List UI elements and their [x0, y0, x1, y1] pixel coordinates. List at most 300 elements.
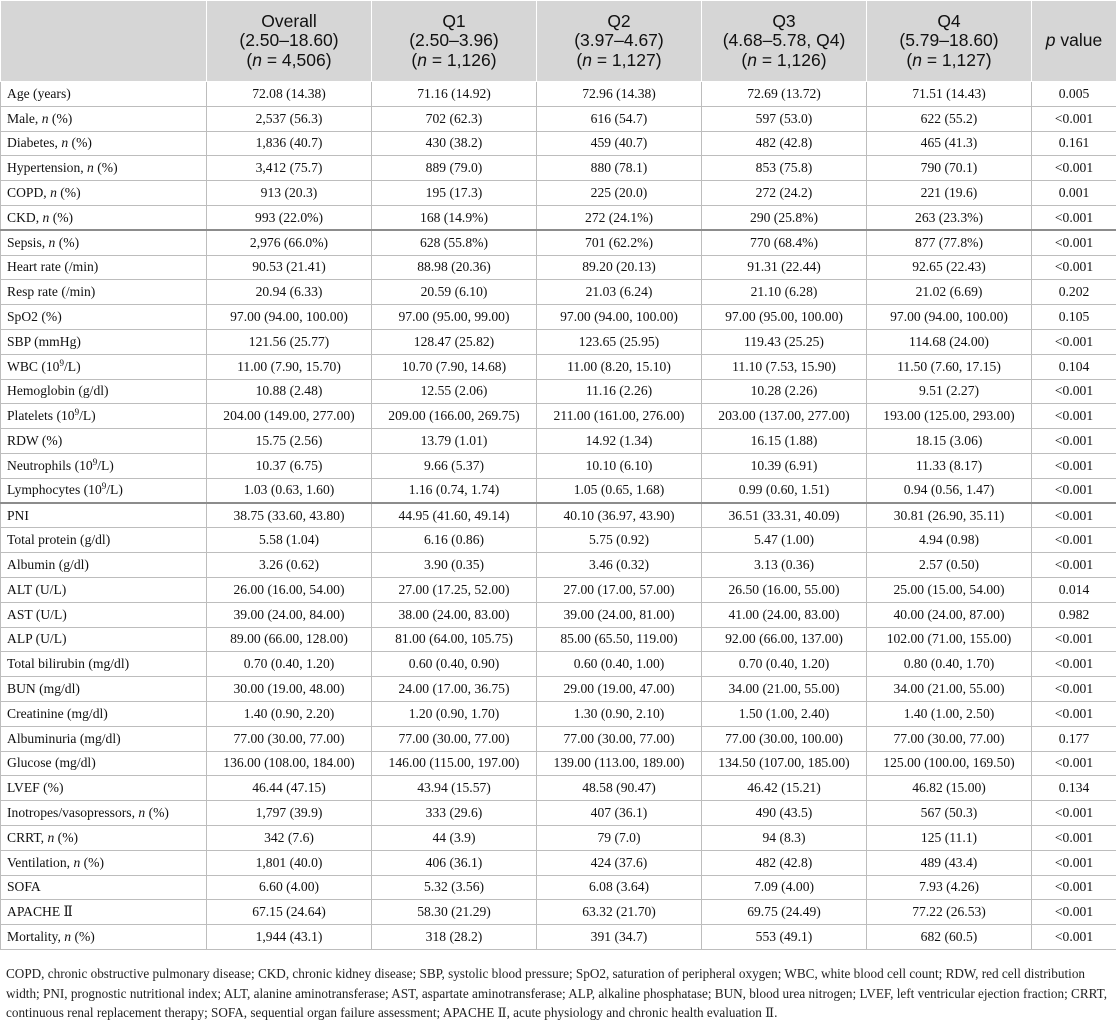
cell-q4: 2.57 (0.50)	[867, 553, 1032, 578]
header-n: (n = 1,127)	[576, 49, 662, 70]
cell-q1: 333 (29.6)	[372, 801, 537, 826]
cell-q4: 77.00 (30.00, 77.00)	[867, 726, 1032, 751]
cell-q2: 79 (7.0)	[537, 825, 702, 850]
cell-q2: 211.00 (161.00, 276.00)	[537, 404, 702, 429]
cell-q4: 263 (23.3%)	[867, 205, 1032, 230]
cell-q4: 622 (55.2)	[867, 106, 1032, 131]
cell-q3: 46.42 (15.21)	[702, 776, 867, 801]
cell-q3: 97.00 (95.00, 100.00)	[702, 305, 867, 330]
cell-q4: 30.81 (26.90, 35.11)	[867, 503, 1032, 528]
cell-q4: 877 (77.8%)	[867, 230, 1032, 255]
table-row	[1, 82, 1116, 107]
cell-q1: 38.00 (24.00, 83.00)	[372, 602, 537, 627]
cell-q2: 11.16 (2.26)	[537, 379, 702, 404]
header-n: (n = 1,127)	[906, 49, 992, 70]
table-row	[1, 677, 1116, 702]
table-row	[1, 181, 1116, 206]
cell-q2: 701 (62.2%)	[537, 230, 702, 255]
cell-overall: 38.75 (33.60, 43.80)	[207, 503, 372, 528]
cell-q1: 81.00 (64.00, 105.75)	[372, 627, 537, 652]
cell-q4: 465 (41.3)	[867, 131, 1032, 156]
table-row	[1, 156, 1116, 181]
cell-q2: 5.75 (0.92)	[537, 528, 702, 553]
cell-q3: 482 (42.8)	[702, 850, 867, 875]
cell-q3: 597 (53.0)	[702, 106, 867, 131]
cell-q1: 889 (79.0)	[372, 156, 537, 181]
cell-q4: 4.94 (0.98)	[867, 528, 1032, 553]
cell-q4: 9.51 (2.27)	[867, 379, 1032, 404]
row-label: SOFA	[1, 875, 207, 900]
cell-overall: 1.03 (0.63, 1.60)	[207, 478, 372, 503]
row-label: SpO2 (%)	[1, 305, 207, 330]
cell-q3: 10.39 (6.91)	[702, 453, 867, 478]
row-label: Inotropes/vasopressors, n (%)	[1, 801, 207, 826]
row-label: Glucose (mg/dl)	[1, 751, 207, 776]
cell-q4: 11.33 (8.17)	[867, 453, 1032, 478]
table-row	[1, 478, 1116, 503]
cell-q1: 9.66 (5.37)	[372, 453, 537, 478]
cell-overall: 15.75 (2.56)	[207, 429, 372, 454]
row-label: Creatinine (mg/dl)	[1, 701, 207, 726]
cell-q2: 11.00 (8.20, 15.10)	[537, 354, 702, 379]
row-label: Ventilation, n (%)	[1, 850, 207, 875]
row-label: COPD, n (%)	[1, 181, 207, 206]
cell-p-value: 0.161	[1032, 131, 1116, 156]
header-range: (4.68–5.78, Q4)	[722, 30, 846, 51]
row-label: Sepsis, n (%)	[1, 230, 207, 255]
cell-q3: 21.10 (6.28)	[702, 280, 867, 305]
table-row	[1, 255, 1116, 280]
row-label: BUN (mg/dl)	[1, 677, 207, 702]
cell-q3: 0.99 (0.60, 1.51)	[702, 478, 867, 503]
cell-q1: 24.00 (17.00, 36.75)	[372, 677, 537, 702]
cell-overall: 46.44 (47.15)	[207, 776, 372, 801]
cell-q1: 12.55 (2.06)	[372, 379, 537, 404]
cell-overall: 77.00 (30.00, 77.00)	[207, 726, 372, 751]
row-label: Neutrophils $(10^9/L)$	[1, 453, 207, 478]
cell-p-value: <0.001	[1032, 478, 1116, 503]
cell-overall: 6.60 (4.00)	[207, 875, 372, 900]
cell-q1: 702 (62.3)	[372, 106, 537, 131]
cell-overall: 67.15 (24.64)	[207, 900, 372, 925]
cell-overall: 1,836 (40.7)	[207, 131, 372, 156]
cell-q4: 77.22 (26.53)	[867, 900, 1032, 925]
cell-q3: 91.31 (22.44)	[702, 255, 867, 280]
cell-p-value: <0.001	[1032, 677, 1116, 702]
cell-q2: 85.00 (65.50, 119.00)	[537, 627, 702, 652]
cell-p-value: <0.001	[1032, 453, 1116, 478]
cell-p-value: <0.001	[1032, 701, 1116, 726]
table-row	[1, 875, 1116, 900]
cell-q4: 125.00 (100.00, 169.50)	[867, 751, 1032, 776]
table-row	[1, 825, 1116, 850]
table-row	[1, 652, 1116, 677]
cell-q1: 168 (14.9%)	[372, 205, 537, 230]
cell-q3: 7.09 (4.00)	[702, 875, 867, 900]
row-label: Albuminuria (mg/dl)	[1, 726, 207, 751]
table-row	[1, 404, 1116, 429]
cell-q1: 195 (17.3)	[372, 181, 537, 206]
cell-p-value: <0.001	[1032, 850, 1116, 875]
cell-q3: 134.50 (107.00, 185.00)	[702, 751, 867, 776]
cell-p-value: <0.001	[1032, 205, 1116, 230]
cell-q4: 125 (11.1)	[867, 825, 1032, 850]
cell-q3: 3.13 (0.36)	[702, 553, 867, 578]
header-cell-q3	[702, 1, 867, 82]
cell-q2: 407 (36.1)	[537, 801, 702, 826]
cell-q1: 6.16 (0.86)	[372, 528, 537, 553]
cell-p-value: <0.001	[1032, 925, 1116, 950]
cell-overall: 0.70 (0.40, 1.20)	[207, 652, 372, 677]
cell-p-value: 0.104	[1032, 354, 1116, 379]
header-cell-overall	[207, 1, 372, 82]
cell-q4: 71.51 (14.43)	[867, 82, 1032, 107]
cell-overall: 1.40 (0.90, 2.20)	[207, 701, 372, 726]
row-label: Male, n (%)	[1, 106, 207, 131]
row-label: LVEF (%)	[1, 776, 207, 801]
cell-q3: 553 (49.1)	[702, 925, 867, 950]
cell-q2: 459 (40.7)	[537, 131, 702, 156]
cell-q3: 69.75 (24.49)	[702, 900, 867, 925]
cell-q2: 72.96 (14.38)	[537, 82, 702, 107]
cell-q1: 430 (38.2)	[372, 131, 537, 156]
table-row	[1, 553, 1116, 578]
cell-q2: 139.00 (113.00, 189.00)	[537, 751, 702, 776]
cell-q2: 0.60 (0.40, 1.00)	[537, 652, 702, 677]
cell-q2: 10.10 (6.10)	[537, 453, 702, 478]
table-row	[1, 230, 1116, 255]
cell-q2: 48.58 (90.47)	[537, 776, 702, 801]
header-range: (2.50–18.60)	[239, 30, 339, 51]
table-row	[1, 329, 1116, 354]
cell-q1: 146.00 (115.00, 197.00)	[372, 751, 537, 776]
cell-q2: 40.10 (36.97, 43.90)	[537, 503, 702, 528]
row-label: CKD, n (%)	[1, 205, 207, 230]
cell-p-value: <0.001	[1032, 553, 1116, 578]
cell-q3: 92.00 (66.00, 137.00)	[702, 627, 867, 652]
cell-q1: 71.16 (14.92)	[372, 82, 537, 107]
cell-q1: 58.30 (21.29)	[372, 900, 537, 925]
cell-p-value: <0.001	[1032, 230, 1116, 255]
cell-p-value: 0.005	[1032, 82, 1116, 107]
cell-q3: 77.00 (30.00, 100.00)	[702, 726, 867, 751]
cell-q4: 0.94 (0.56, 1.47)	[867, 478, 1032, 503]
row-label: ALT (U/L)	[1, 577, 207, 602]
row-label: Platelets $(10^9/L)$	[1, 404, 207, 429]
cell-overall: 121.56 (25.77)	[207, 329, 372, 354]
cell-overall: 5.58 (1.04)	[207, 528, 372, 553]
row-label: AST (U/L)	[1, 602, 207, 627]
cell-q2: 21.03 (6.24)	[537, 280, 702, 305]
cell-overall: 11.00 (7.90, 15.70)	[207, 354, 372, 379]
table-row	[1, 900, 1116, 925]
cell-p-value: 0.177	[1032, 726, 1116, 751]
cell-q1: 44 (3.9)	[372, 825, 537, 850]
row-label: Hemoglobin (g/dl)	[1, 379, 207, 404]
header-title: Overall	[261, 10, 317, 31]
cell-p-value: <0.001	[1032, 255, 1116, 280]
header-row	[1, 1, 1116, 82]
cell-overall: 1,801 (40.0)	[207, 850, 372, 875]
cell-overall: 39.00 (24.00, 84.00)	[207, 602, 372, 627]
cell-overall: 10.37 (6.75)	[207, 453, 372, 478]
cell-p-value: <0.001	[1032, 106, 1116, 131]
table-row	[1, 602, 1116, 627]
cell-q3: 72.69 (13.72)	[702, 82, 867, 107]
table-row	[1, 850, 1116, 875]
table-row	[1, 205, 1116, 230]
table-row	[1, 528, 1116, 553]
cell-p-value: 0.105	[1032, 305, 1116, 330]
header-title: Q2	[607, 10, 631, 31]
cell-q3: 482 (42.8)	[702, 131, 867, 156]
row-label: WBC $(10^9/L)$	[1, 354, 207, 379]
cell-q2: 89.20 (20.13)	[537, 255, 702, 280]
cell-q4: 0.80 (0.40, 1.70)	[867, 652, 1032, 677]
row-label: Age (years)	[1, 82, 207, 107]
cell-p-value: <0.001	[1032, 875, 1116, 900]
cell-overall: 342 (7.6)	[207, 825, 372, 850]
header-cell-p-value	[1032, 1, 1116, 82]
cell-q3: 272 (24.2)	[702, 181, 867, 206]
cell-overall: 3.26 (0.62)	[207, 553, 372, 578]
row-label: Heart rate (/min)	[1, 255, 207, 280]
cell-q4: 11.50 (7.60, 17.15)	[867, 354, 1032, 379]
cell-q1: 0.60 (0.40, 0.90)	[372, 652, 537, 677]
cell-q4: 7.93 (4.26)	[867, 875, 1032, 900]
cell-overall: 204.00 (149.00, 277.00)	[207, 404, 372, 429]
header-n: (n = 1,126)	[741, 49, 827, 70]
cell-q4: 221 (19.6)	[867, 181, 1032, 206]
cell-q4: 489 (43.4)	[867, 850, 1032, 875]
cell-q2: 391 (34.7)	[537, 925, 702, 950]
table-row	[1, 280, 1116, 305]
row-label: Total protein (g/dl)	[1, 528, 207, 553]
cell-q3: 203.00 (137.00, 277.00)	[702, 404, 867, 429]
cell-q4: 21.02 (6.69)	[867, 280, 1032, 305]
cell-q2: 39.00 (24.00, 81.00)	[537, 602, 702, 627]
cell-q1: 20.59 (6.10)	[372, 280, 537, 305]
cell-q1: 88.98 (20.36)	[372, 255, 537, 280]
cell-p-value: <0.001	[1032, 429, 1116, 454]
cell-q4: 40.00 (24.00, 87.00)	[867, 602, 1032, 627]
cell-q3: 5.47 (1.00)	[702, 528, 867, 553]
header-cell-q4	[867, 1, 1032, 82]
header-n: (n = 4,506)	[246, 49, 332, 70]
header-range: (5.79–18.60)	[899, 30, 999, 51]
row-label: SBP (mmHg)	[1, 329, 207, 354]
row-label: RDW (%)	[1, 429, 207, 454]
cell-overall: 2,976 (66.0%)	[207, 230, 372, 255]
table-row	[1, 453, 1116, 478]
cell-p-value: <0.001	[1032, 379, 1116, 404]
cell-overall: 993 (22.0%)	[207, 205, 372, 230]
cell-q3: 26.50 (16.00, 55.00)	[702, 577, 867, 602]
cell-q2: 77.00 (30.00, 77.00)	[537, 726, 702, 751]
cell-q4: 790 (70.1)	[867, 156, 1032, 181]
row-label: Mortality, n (%)	[1, 925, 207, 950]
row-label: CRRT, n (%)	[1, 825, 207, 850]
header-title: Q4	[937, 10, 961, 31]
cell-overall: 97.00 (94.00, 100.00)	[207, 305, 372, 330]
cell-overall: 26.00 (16.00, 54.00)	[207, 577, 372, 602]
table-row	[1, 701, 1116, 726]
cell-q3: 853 (75.8)	[702, 156, 867, 181]
header-range: (3.97–4.67)	[574, 30, 664, 51]
cell-q2: 1.05 (0.65, 1.68)	[537, 478, 702, 503]
cell-q1: 44.95 (41.60, 49.14)	[372, 503, 537, 528]
cell-q2: 424 (37.6)	[537, 850, 702, 875]
cell-overall: 20.94 (6.33)	[207, 280, 372, 305]
cell-overall: 2,537 (56.3)	[207, 106, 372, 131]
cell-q4: 193.00 (125.00, 293.00)	[867, 404, 1032, 429]
table-row	[1, 379, 1116, 404]
cell-p-value: <0.001	[1032, 329, 1116, 354]
cell-q3: 119.43 (25.25)	[702, 329, 867, 354]
header-title: Q3	[772, 10, 796, 31]
cell-q2: 6.08 (3.64)	[537, 875, 702, 900]
table-row	[1, 131, 1116, 156]
cell-overall: 1,944 (43.1)	[207, 925, 372, 950]
cell-q4: 92.65 (22.43)	[867, 255, 1032, 280]
cell-p-value: <0.001	[1032, 156, 1116, 181]
cell-q1: 10.70 (7.90, 14.68)	[372, 354, 537, 379]
cell-q3: 41.00 (24.00, 83.00)	[702, 602, 867, 627]
cell-overall: 90.53 (21.41)	[207, 255, 372, 280]
cell-q3: 0.70 (0.40, 1.20)	[702, 652, 867, 677]
header-title: Q1	[442, 10, 466, 31]
cell-q4: 34.00 (21.00, 55.00)	[867, 677, 1032, 702]
cell-q4: 25.00 (15.00, 54.00)	[867, 577, 1032, 602]
cell-p-value: 0.134	[1032, 776, 1116, 801]
table-row	[1, 751, 1116, 776]
cell-q2: 123.65 (25.95)	[537, 329, 702, 354]
cell-p-value: 0.202	[1032, 280, 1116, 305]
cell-overall: 1,797 (39.9)	[207, 801, 372, 826]
header-range: (2.50–3.96)	[409, 30, 499, 51]
cell-q1: 27.00 (17.25, 52.00)	[372, 577, 537, 602]
cell-q4: 102.00 (71.00, 155.00)	[867, 627, 1032, 652]
cell-p-value: 0.001	[1032, 181, 1116, 206]
row-label: Hypertension, n (%)	[1, 156, 207, 181]
header-cell-variable	[1, 1, 207, 82]
cell-overall: 30.00 (19.00, 48.00)	[207, 677, 372, 702]
table-row	[1, 776, 1116, 801]
table-row	[1, 503, 1116, 528]
cell-q1: 5.32 (3.56)	[372, 875, 537, 900]
cell-q3: 290 (25.8%)	[702, 205, 867, 230]
table-row	[1, 577, 1116, 602]
row-label: ALP (U/L)	[1, 627, 207, 652]
cell-q3: 490 (43.5)	[702, 801, 867, 826]
row-label: Resp rate (/min)	[1, 280, 207, 305]
cell-q1: 128.47 (25.82)	[372, 329, 537, 354]
table-row	[1, 627, 1116, 652]
cell-q4: 682 (60.5)	[867, 925, 1032, 950]
cell-overall: 136.00 (108.00, 184.00)	[207, 751, 372, 776]
cell-p-value: <0.001	[1032, 404, 1116, 429]
cell-q2: 27.00 (17.00, 57.00)	[537, 577, 702, 602]
cell-q4: 114.68 (24.00)	[867, 329, 1032, 354]
cell-q1: 1.16 (0.74, 1.74)	[372, 478, 537, 503]
cell-q2: 880 (78.1)	[537, 156, 702, 181]
table-row	[1, 106, 1116, 131]
cell-q3: 16.15 (1.88)	[702, 429, 867, 454]
cell-q1: 1.20 (0.90, 1.70)	[372, 701, 537, 726]
row-label: Lymphocytes $(10^9/L)$	[1, 478, 207, 503]
row-label: Total bilirubin (mg/dl)	[1, 652, 207, 677]
cell-q1: 628 (55.8%)	[372, 230, 537, 255]
cell-q4: 46.82 (15.00)	[867, 776, 1032, 801]
cell-q1: 3.90 (0.35)	[372, 553, 537, 578]
row-label: APACHE Ⅱ	[1, 900, 207, 925]
cell-q4: 97.00 (94.00, 100.00)	[867, 305, 1032, 330]
cell-q3: 34.00 (21.00, 55.00)	[702, 677, 867, 702]
cell-q3: 36.51 (33.31, 40.09)	[702, 503, 867, 528]
cell-q2: 225 (20.0)	[537, 181, 702, 206]
cell-q2: 63.32 (21.70)	[537, 900, 702, 925]
cell-p-value: 0.014	[1032, 577, 1116, 602]
table-body	[1, 82, 1116, 950]
cell-q1: 13.79 (1.01)	[372, 429, 537, 454]
table-row	[1, 354, 1116, 379]
table-footnote: COPD, chronic obstructive pulmonary disease; CKD, chronic kidney disease; SBP, systolic blood pressure; SpO2, saturation of peripheral oxygen; WBC, white blood cell count; RDW, red cell distribution width; PNI, prognostic nutritional index; ALT, alanine aminotransferase; AST, aspartate aminotransferase; ALP, alkaline phosphatase; BUN, blood urea nitrogen; LVEF, left ventricular ejection fraction; CRRT, continuous renal replacement therapy; SOFA, sequential organ failure assessment; APACHE Ⅱ, acute physiology and chronic health evaluation Ⅱ.	[6, 966, 1107, 1020]
row-label: Diabetes, n (%)	[1, 131, 207, 156]
cell-overall: 89.00 (66.00, 128.00)	[207, 627, 372, 652]
header-cell-q1	[372, 1, 537, 82]
cell-q2: 616 (54.7)	[537, 106, 702, 131]
cell-overall: 72.08 (14.38)	[207, 82, 372, 107]
cell-overall: 3,412 (75.7)	[207, 156, 372, 181]
table-row	[1, 925, 1116, 950]
cell-overall: 10.88 (2.48)	[207, 379, 372, 404]
cell-q3: 770 (68.4%)	[702, 230, 867, 255]
table-row	[1, 429, 1116, 454]
cell-p-value: <0.001	[1032, 825, 1116, 850]
cell-p-value: <0.001	[1032, 900, 1116, 925]
cell-q1: 406 (36.1)	[372, 850, 537, 875]
cell-q1: 97.00 (95.00, 99.00)	[372, 305, 537, 330]
header-title: p value	[1045, 30, 1103, 51]
cell-p-value: <0.001	[1032, 801, 1116, 826]
cell-q3: 10.28 (2.26)	[702, 379, 867, 404]
cell-q4: 567 (50.3)	[867, 801, 1032, 826]
header-n: (n = 1,126)	[411, 49, 497, 70]
cell-p-value: <0.001	[1032, 652, 1116, 677]
row-label: Albumin (g/dl)	[1, 553, 207, 578]
cell-q1: 77.00 (30.00, 77.00)	[372, 726, 537, 751]
cell-q3: 94 (8.3)	[702, 825, 867, 850]
cell-q2: 272 (24.1%)	[537, 205, 702, 230]
cell-p-value: <0.001	[1032, 503, 1116, 528]
cell-q2: 3.46 (0.32)	[537, 553, 702, 578]
cell-q2: 1.30 (0.90, 2.10)	[537, 701, 702, 726]
header-cell-q2	[537, 1, 702, 82]
cell-q1: 318 (28.2)	[372, 925, 537, 950]
cell-q1: 43.94 (15.57)	[372, 776, 537, 801]
cell-q2: 29.00 (19.00, 47.00)	[537, 677, 702, 702]
cell-overall: 913 (20.3)	[207, 181, 372, 206]
cell-q4: 1.40 (1.00, 2.50)	[867, 701, 1032, 726]
cell-q3: 11.10 (7.53, 15.90)	[702, 354, 867, 379]
cell-p-value: 0.982	[1032, 602, 1116, 627]
cell-p-value: <0.001	[1032, 751, 1116, 776]
cell-q2: 97.00 (94.00, 100.00)	[537, 305, 702, 330]
cell-q2: 14.92 (1.34)	[537, 429, 702, 454]
cell-p-value: <0.001	[1032, 528, 1116, 553]
cell-p-value: <0.001	[1032, 627, 1116, 652]
cell-q3: 1.50 (1.00, 2.40)	[702, 701, 867, 726]
